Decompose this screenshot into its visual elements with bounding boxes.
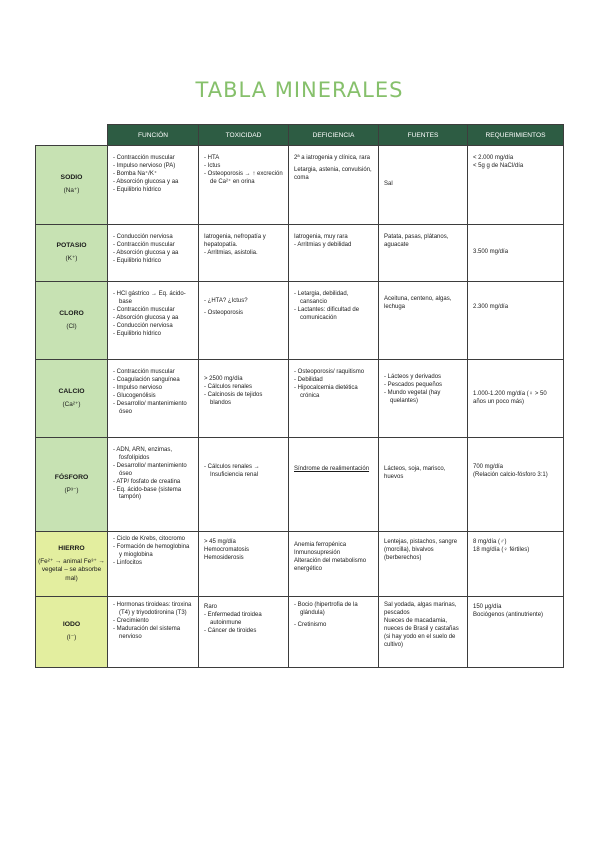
cell-text: 2.300 mg/día [473,304,509,310]
row-iodo [36,597,564,668]
list-item: - Contracción muscular [113,306,175,313]
cell-text: Raro [204,604,218,610]
cell-fuentes [379,146,468,225]
list-item: - Ciclo de Krebs, citocromo [113,536,186,542]
mineral-symbol: (Fe²⁺ → animal Fe³⁺ → vegetal – se absorbe mal) [38,557,105,582]
cell-text: Patata, pasas, plátanos, aguacate [384,234,449,248]
cell-requerimientos [468,225,564,282]
list-item: - Conducción nerviosa [113,234,173,240]
list-item: - Equilibrio hídrico [113,330,162,337]
cell-text: 150 μg/día [473,604,502,610]
list-item: - Lácteos y derivados [384,374,442,380]
cell-text: 2ª a iatrogenia y clínica, rara [294,155,370,161]
cell-text: > 45 mg/día [204,539,236,545]
cell-deficiencia [289,225,379,282]
list-item: - Absorción glucosa y aa [113,314,179,321]
cell-funcion [108,532,199,597]
page-title: TABLA MINERALES [195,78,404,102]
cell-toxicidad [199,146,289,225]
list-item: > 2500 mg/día [204,376,243,382]
row-calcio [36,360,564,438]
list-item: - Coagulación sanguínea [113,376,180,383]
cell-toxicidad [199,532,289,597]
mineral-name: IODO [62,621,81,629]
cell-toxicidad [199,597,289,668]
row-header-hierro [36,532,108,597]
list-item: - Eq. ácido-base (sistema tampón) [113,486,182,501]
list-item: - Absorción glucosa y aa [113,249,179,256]
list-item: - Osteoporosis [204,309,244,316]
cell-text: Alteración del metabolismo energético [294,557,367,572]
cell-text: 8 mg/día (♂) [473,539,507,545]
cell-text: Lácteos, soja, marisco, huevos [384,466,446,480]
list-item: - Linfocitos [113,559,143,566]
cell-deficiencia [289,282,379,360]
cell-text: Hemocromatosis [204,546,250,553]
mineral-name: FÓSFORO [54,473,89,481]
cell-text: Nueces de macadamia, nueces de Brasil y castañas (si hay yodo en el suelo de cultivo) [384,617,459,648]
header-requerimientos: REQUERIMIENTOS [468,125,564,146]
cell-requerimientos [468,532,564,597]
list-item: - Absorción glucosa y aa [113,178,179,185]
cell-requerimientos [468,360,564,438]
list-item: - Contracción muscular [113,369,175,375]
list-item: - Lactantes: dificultad de comunicación [294,306,360,321]
mineral-name: CLORO [59,309,84,317]
mineral-symbol: (I⁻) [66,634,77,642]
cell-text: Sal [384,181,393,188]
cell-toxicidad [199,438,289,532]
cell-funcion [108,360,199,438]
cell-funcion [108,146,199,225]
list-item: - Cáncer de tiroides [204,627,257,634]
header-row [36,125,564,146]
header-fuentes: FUENTES [379,125,468,146]
cell-text: Anemia ferropénica [294,542,347,548]
cell-requerimientos [468,438,564,532]
row-header-cloro [36,282,108,360]
cell-fuentes [379,597,468,668]
header-toxicidad: TOXICIDAD [199,125,289,146]
mineral-name: POTASIO [56,242,87,250]
cell-deficiencia [289,532,379,597]
cell-requerimientos [468,146,564,225]
list-item: - Formación de hemoglobina y mioglobina [113,543,190,558]
cell-text: Lentejas, pistachos, sangre (morcilla), bivalvos (berberechos) [384,539,458,561]
row-header-fosforo [36,438,108,532]
cell-text: Sal yodada, algas marinas, pescados [384,602,457,616]
mineral-name: CALCIO [58,387,85,395]
cell-text: Hemosiderosis [204,554,244,561]
cell-deficiencia [289,146,379,225]
cell-text: Bociógenos (antinutriente) [473,611,544,618]
cell-text: 1.000-1.200 mg/día (♀ > 50 años un poco más) [473,390,547,405]
cell-fuentes [379,438,468,532]
list-item: - ADN, ARN, enzimas, fosfolípidos [113,447,173,461]
list-item: - Arritmias, asistolia. [204,249,258,256]
cell-text: Letargia, astenia, convulsión, coma [294,166,372,181]
cell-text: Iatrogenia, muy rara [294,234,348,240]
list-item: - Contracción muscular [113,241,175,248]
cell-deficiencia [289,360,379,438]
mineral-name: SODIO [60,174,83,182]
list-item: - ¿HTA? ¿Ictus? [204,298,248,304]
cell-funcion [108,282,199,360]
row-header-potasio [36,225,108,282]
list-item: - Calcinosis de tejidos blandos [204,391,263,406]
row-header-sodio [36,146,108,225]
mineral-name: HIERRO [58,544,85,552]
list-item: - Conducción nerviosa [113,322,173,329]
cell-text: < 5g g de NaCl/día [473,162,524,169]
list-item: - Crecimiento [113,617,149,624]
row-sodio [36,146,564,225]
list-item: - Contracción muscular [113,155,175,161]
list-item: - Hormonas tiroideas: tiroxina (T4) y triyodotironina (T3) [113,602,192,616]
list-item: - Cálculos renales [204,383,253,390]
cell-fuentes [379,282,468,360]
cell-fuentes [379,225,468,282]
cell-text: 18 mg/día (♀ fértiles) [473,546,530,553]
list-item: - Bocio (hipertrofia de la glándula) [294,602,358,616]
list-item: - Cálculos renales → [204,464,260,470]
list-item: - Desarrollo/ mantenimiento óseo [113,462,187,477]
cell-text: Insuficiencia renal [210,471,259,478]
cell-funcion [108,225,199,282]
cell-requerimientos [468,597,564,668]
row-hierro [36,532,564,597]
cell-fuentes [379,360,468,438]
list-item: - Equilibrio hídrico [113,186,162,193]
list-item: - ATP/ fosfato de creatina [113,478,181,485]
list-item: - Ictus [204,162,221,169]
mineral-symbol: (Ca²⁺) [62,400,81,408]
list-item: - Maduración del sistema nervioso [113,625,181,640]
row-cloro [36,282,564,360]
cell-text: < 2.000 mg/día [473,155,514,161]
cell-toxicidad [199,282,289,360]
cell-deficiencia [289,597,379,668]
cell-fuentes [379,532,468,597]
header-corner [36,125,108,146]
list-item: - Arritmias y debilidad [294,241,352,248]
list-item: - Equilibrio hídrico [113,257,162,264]
header-deficiencia: DEFICIENCIA [289,125,379,146]
list-item: - Cretinismo [294,621,327,628]
header-funcion: FUNCIÓN [108,125,199,146]
row-header-calcio [36,360,108,438]
row-potasio [36,225,564,282]
list-item: - Desarrollo/ mantenimiento óseo [113,400,187,415]
mineral-symbol: (P³⁻) [64,486,79,494]
list-item: - Impulso nervioso [113,384,163,391]
cell-text: (Relación calcio-fósforo 3:1) [473,471,548,478]
cell-text: Aceituna, centeno, algas, lechuga [384,296,452,310]
cell-text: 3.500 mg/día [473,249,509,256]
list-item: - Enfermedad tiroidea autoinmune [204,611,262,626]
mineral-symbol: (K⁺) [65,255,78,263]
minerals-table [35,124,564,668]
cell-text: Síndrome de realimentación [294,466,370,472]
mineral-symbol: (Cl) [66,322,77,330]
cell-funcion [108,438,199,532]
cell-text: 700 mg/día [473,464,504,470]
list-item: - Hipocalcemia dietética crónica [294,384,358,399]
list-item: - Bomba Na⁺/K⁺ [113,170,158,177]
list-item: - Impulso nervioso (PA) [113,162,176,169]
mineral-symbol: (Na⁺) [63,187,80,195]
cell-text: Inmunosupresión [294,549,341,556]
list-item: - HTA [204,155,220,161]
cell-toxicidad [199,225,289,282]
list-item: - Letargia, debilidad, cansancio [294,291,349,305]
cell-requerimientos [468,282,564,360]
cell-toxicidad [199,360,289,438]
list-item: - Debilidad [294,376,323,383]
list-item: - HCl gástrico → Eq. ácido-base [113,291,186,305]
row-fosforo [36,438,564,532]
row-header-iodo [36,597,108,668]
cell-text: Iatrogenia, nefropatía y hepatopatía. [204,234,266,248]
list-item: - Glucogenólisis [113,392,156,399]
cell-funcion [108,597,199,668]
list-item: - Mundo vegetal (hay quelantes) [384,389,441,404]
list-item: - Pescados pequeños [384,381,443,388]
list-item: - Osteoporosis/ raquitismo [294,369,365,375]
cell-deficiencia [289,438,379,532]
list-item: - Osteoporosis → ↑ excreción de Ca²⁺ en orina [204,170,283,185]
